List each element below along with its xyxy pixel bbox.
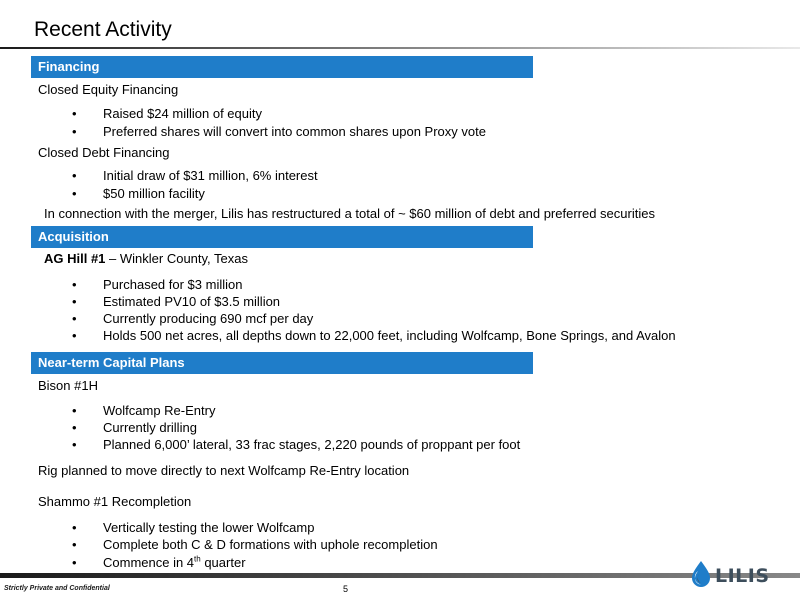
commence-suffix: quarter (200, 555, 246, 570)
bullet-glyph: • (72, 168, 77, 183)
bullet-item (72, 520, 314, 536)
bullet-item (72, 124, 486, 140)
rig-note: Rig planned to move directly to next Wolfcamp Re-Entry location (38, 463, 410, 478)
bullet-glyph: • (72, 520, 77, 535)
bullet-glyph: • (72, 277, 77, 292)
page-title: Recent Activity (34, 18, 172, 41)
footer-confidential: Strictly Private and Confidential (4, 585, 110, 592)
well-name: AG Hill #1 (44, 251, 106, 266)
bison-heading: Bison #1H (38, 378, 98, 393)
bullet-glyph: • (72, 555, 77, 570)
bullet-glyph: • (72, 537, 77, 552)
bullet-item (72, 168, 318, 184)
bullet-glyph: • (72, 311, 77, 326)
well-heading (44, 251, 248, 267)
bullet-glyph: • (72, 106, 77, 121)
bullet-text: $50 million facility (103, 186, 205, 201)
bullet-text: Currently producing 690 mcf per day (103, 311, 314, 326)
bullet-glyph: • (72, 124, 77, 139)
bullet-glyph: • (72, 328, 77, 343)
water-drop-icon (690, 560, 712, 593)
bullet-item (72, 403, 215, 419)
section-header-financing: Financing (31, 56, 533, 78)
page-number: 5 (343, 584, 349, 594)
section-header-capital-plans: Near-term Capital Plans (31, 352, 533, 374)
bullet-item (72, 328, 676, 344)
bullet-text: Preferred shares will convert into common shares upon Proxy vote (103, 124, 486, 139)
bullet-text: Purchased for $3 million (103, 277, 243, 292)
equity-heading: Closed Equity Financing (38, 82, 179, 97)
bullet-item (72, 555, 246, 571)
restructure-note: In connection with the merger, Lilis has restructured a total of ~ $60 million of debt and preferred securities (44, 206, 655, 221)
bullet-text: Planned 6,000’ lateral, 33 frac stages, 2,220 pounds of proppant per foot (103, 437, 521, 452)
bullet-item (72, 294, 280, 310)
well-location: – Winkler County, Texas (105, 251, 248, 266)
logo-text: LILIS (715, 565, 770, 587)
shammo-heading: Shammo #1 Recompletion (38, 494, 192, 509)
section-header-acquisition: Acquisition (31, 226, 533, 248)
bullet-text: Estimated PV10 of $3.5 million (103, 294, 281, 309)
bullet-item (72, 537, 438, 553)
bullet-glyph: • (72, 403, 77, 418)
bullet-glyph: • (72, 437, 77, 452)
bullet-glyph: • (72, 186, 77, 201)
debt-heading: Closed Debt Financing (38, 145, 170, 160)
bullet-text: Holds 500 net acres, all depths down to 22,000 feet, including Wolfcamp, Bone Springs, and Avalon (103, 328, 676, 343)
company-logo (690, 561, 770, 591)
bullet-glyph: • (72, 294, 77, 309)
commence-superscript: th (194, 554, 201, 564)
bullet-item (72, 106, 262, 122)
bullet-text: Complete both C & D formations with uphole recompletion (103, 537, 438, 552)
bullet-text: Raised $24 million of equity (103, 106, 262, 121)
bullet-text: Initial draw of $31 million, 6% interest (103, 168, 318, 183)
bullet-text: Wolfcamp Re-Entry (103, 403, 216, 418)
bullet-item (72, 420, 197, 436)
bullet-item (72, 311, 313, 327)
bullet-text: Currently drilling (103, 420, 197, 435)
bullet-text: Vertically testing the lower Wolfcamp (103, 520, 315, 535)
commence-prefix: Commence in 4 (103, 555, 195, 570)
footer-bar (0, 573, 800, 578)
bullet-item (72, 277, 242, 293)
bullet-glyph: • (72, 420, 77, 435)
bullet-item (72, 437, 520, 453)
title-divider (0, 47, 800, 49)
bullet-item (72, 186, 205, 202)
bullet-text (103, 555, 246, 570)
